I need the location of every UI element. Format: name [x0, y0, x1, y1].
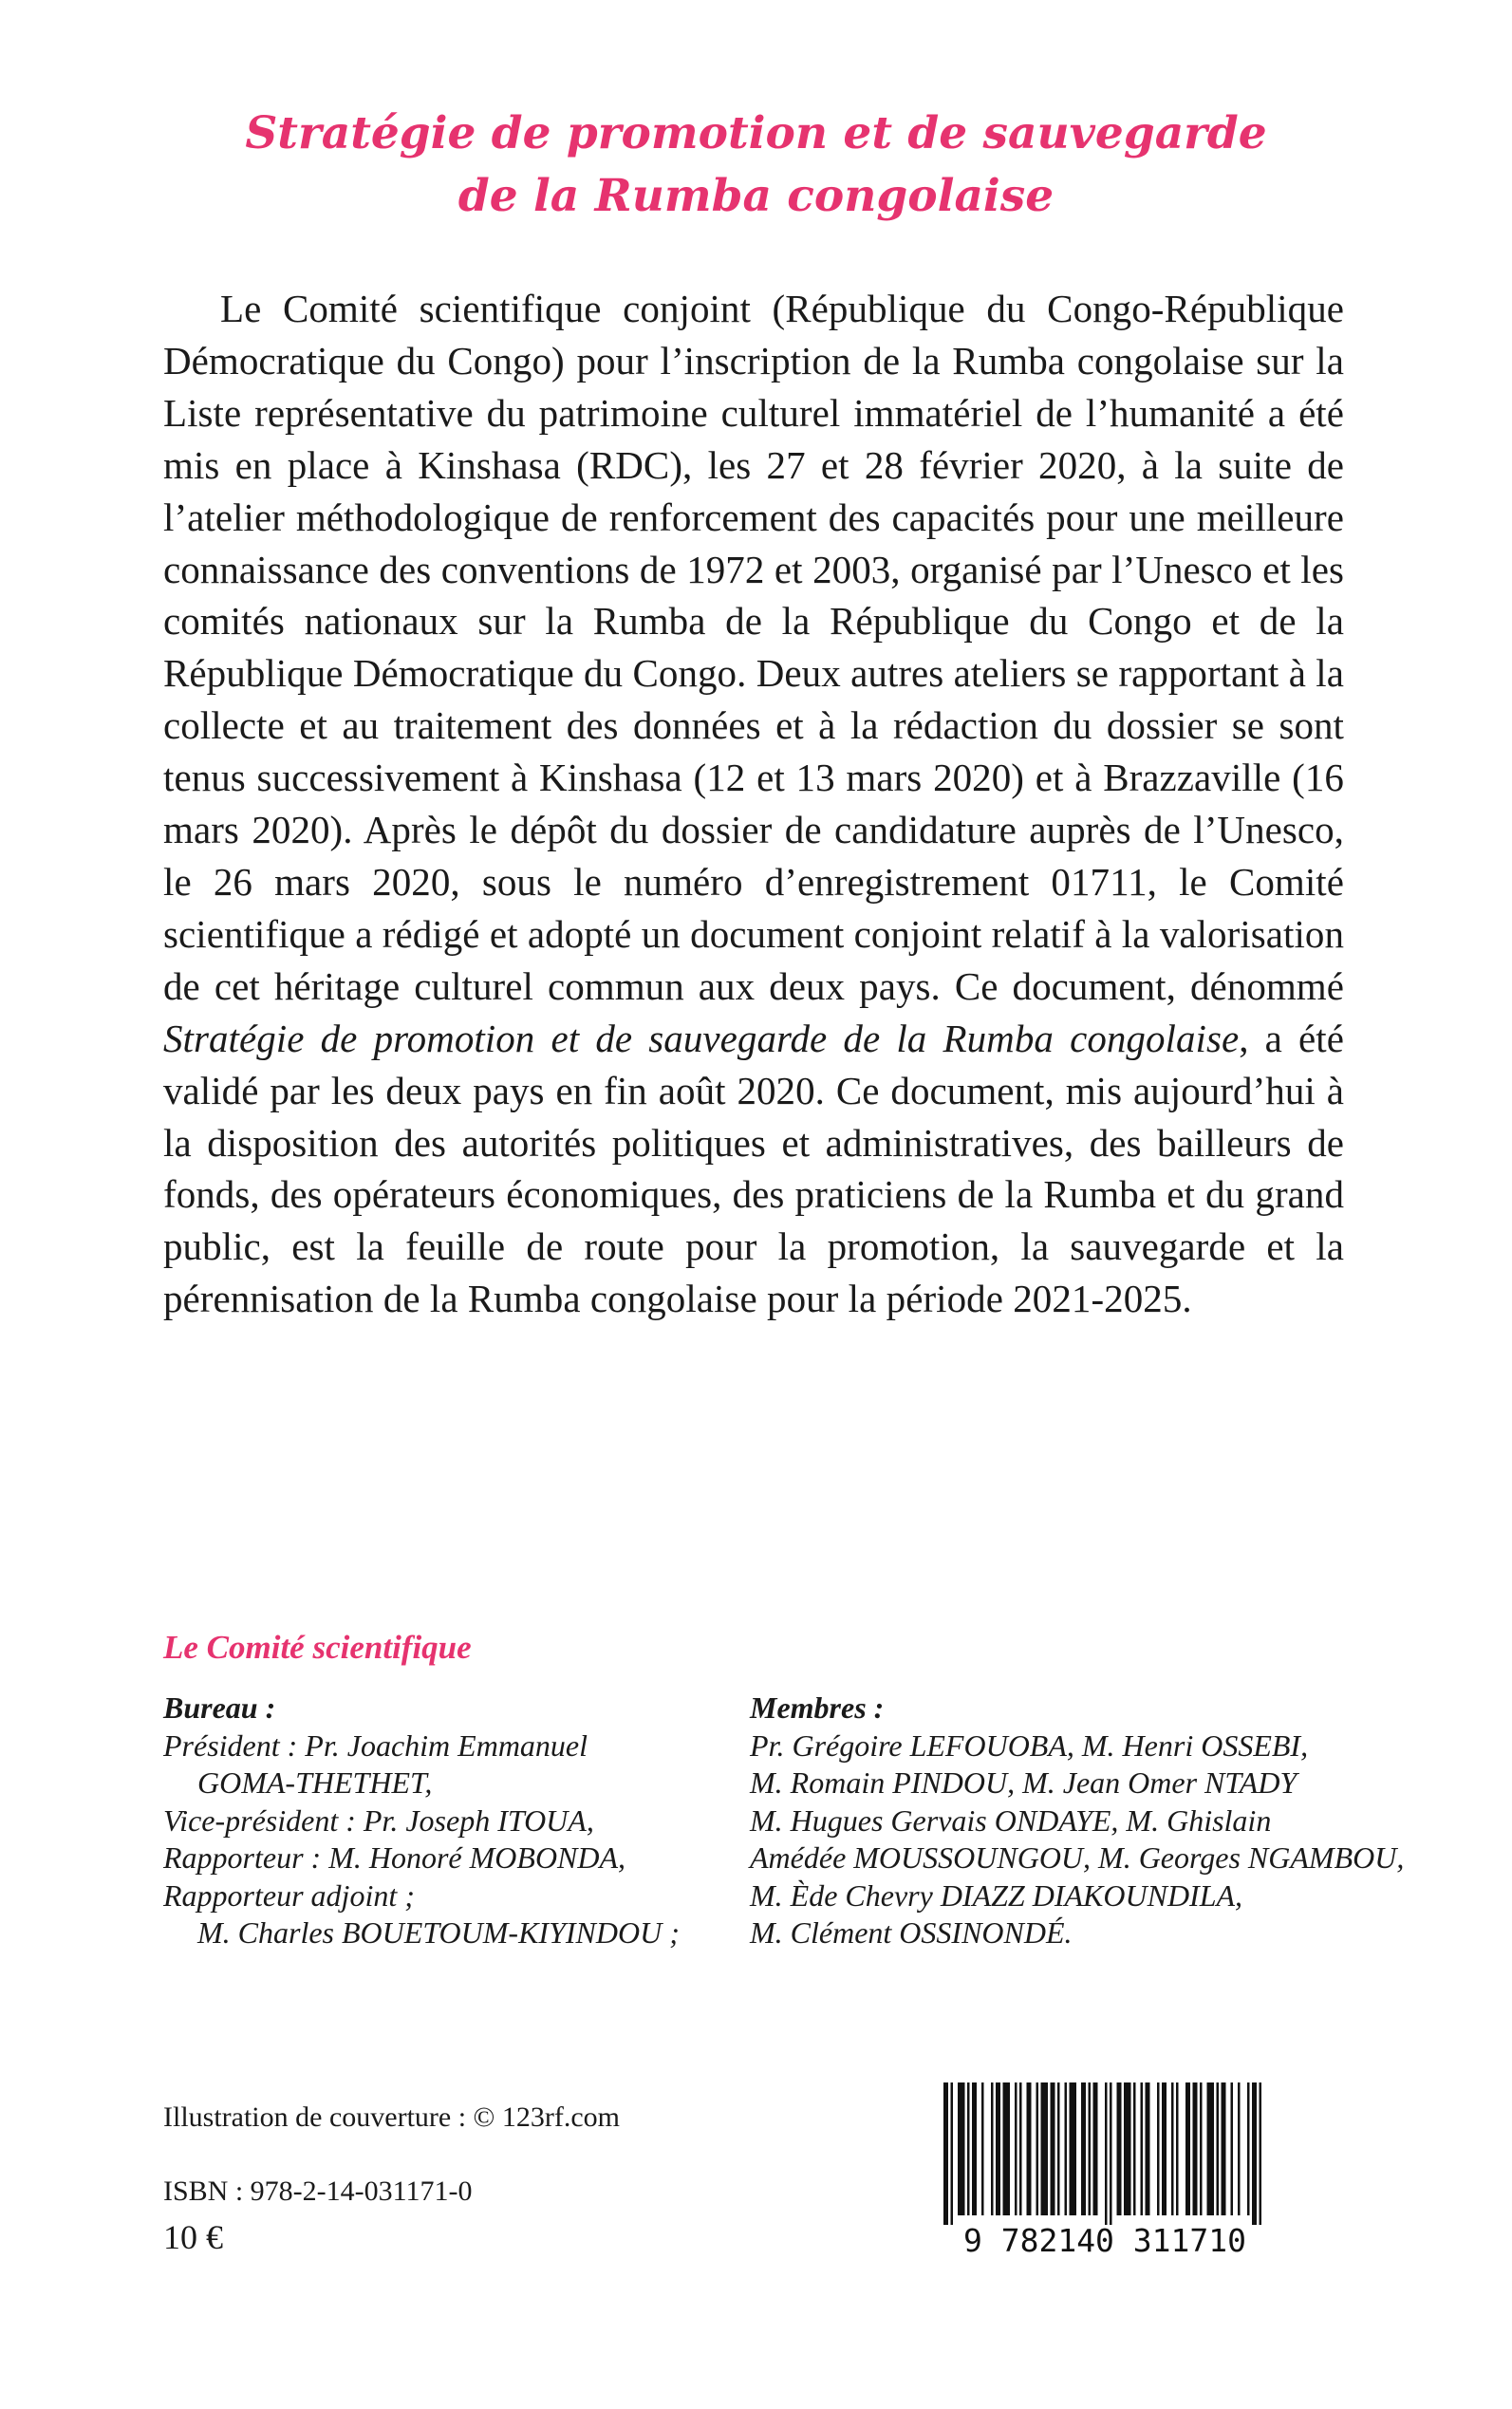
- barcode-bar: [951, 2082, 954, 2225]
- barcode-bar: [1041, 2082, 1049, 2215]
- bureau-title: Bureau :: [163, 1690, 276, 1725]
- barcode-bar: [1105, 2082, 1108, 2225]
- bureau-line: Rapporteur adjoint ;: [163, 1877, 415, 1913]
- barcode-bar: [1003, 2082, 1011, 2215]
- summary-italic-title: Stratégie de promotion et de sauvegarde de la Rumba congolaise: [163, 1016, 1240, 1060]
- barcode-bars: [943, 2082, 1261, 2225]
- barcode-bar: [1081, 2082, 1086, 2215]
- barcode-bar: [1089, 2082, 1092, 2215]
- barcode-bar: [1036, 2082, 1039, 2215]
- summary-part-2: , a été validé par les deux pays en fin août 2020. Ce document, mis aujourd’hui à la disposition des autorités politiques et administratives, des bailleurs de fonds, des opérateurs économiques, des praticiens de la Rumba et du grand public, est la feuille de route pour la promotion, la sauvegarde et la pérennisation de la Rumba congolaise pour la période 2021-2025.: [163, 1016, 1344, 1321]
- barcode-bar: [991, 2082, 994, 2215]
- barcode-bar: [1146, 2082, 1150, 2215]
- barcode-bar: [1124, 2082, 1131, 2215]
- summary-part-1: Le Comité scientifique conjoint (République du Congo-République Démocratique du Congo) pour l’inscription de la Rumba congolaise sur la Liste représentative du patrimoine culturel immatériel de l’humanité a été mis en place à Kinshasa (RDC), les 27 et 28 février 2020, à la suite de l’atelier méthodologique de renforcement des capacités pour une meilleure connaissance des conventions de 1972 et 2003, organisé par l’Unesco et les comités nationaux sur la Rumba de la République du Congo et de la République Démocratique du Congo. Deux autres ateliers se rapportant à la collecte et au traitement des données et à la rédaction du dossier se sont tenus successivement à Kinshasa (12 et 13 mars 2020) et à Brazzaville (16 mars 2020). Après le dépôt du dossier de candidature auprès de l’Unesco, le 26 mars 2020, sous le numéro d’enregistrement 01711, le Comité scientifique a rédigé et adopté un document conjoint relatif à la valorisation de cet héritage culturel commun aux deux pays. Ce document, dénommé: [163, 287, 1344, 1008]
- barcode-bar: [1185, 2082, 1190, 2215]
- barcode-bar: [1051, 2082, 1055, 2215]
- summary-paragraph: [163, 283, 1344, 1325]
- barcode-bar: [1231, 2082, 1234, 2215]
- members-line: M. Hugues Gervais ONDAYE, M. Ghislain: [750, 1802, 1272, 1838]
- bureau-line: Rapporteur : M. Honoré MOBONDA,: [163, 1840, 626, 1875]
- cover-title: [0, 103, 1512, 228]
- bureau-line: GOMA-THETHET,: [197, 1765, 433, 1800]
- barcode-bar: [1176, 2082, 1179, 2215]
- barcode-bar: [1193, 2082, 1198, 2215]
- barcode-bar: [1247, 2082, 1250, 2215]
- members-line: M. Ède Chevry DIAZZ DIAKOUNDILA,: [750, 1877, 1243, 1913]
- barcode-bar: [1019, 2082, 1022, 2215]
- barcode-bar: [943, 2082, 948, 2225]
- members-line: M. Clément OSSINONDÉ.: [750, 1915, 1073, 1950]
- barcode-bar: [1015, 2082, 1017, 2215]
- members-line: Pr. Grégoire LEFOUOBA, M. Henri OSSEBI,: [750, 1727, 1309, 1763]
- barcode-bar: [972, 2082, 977, 2215]
- committee-heading: Le Comité scientifique: [163, 1629, 472, 1666]
- members-line: Amédée MOUSSOUNGOU, M. Georges NGAMBOU,: [750, 1840, 1405, 1875]
- barcode-bar: [1222, 2082, 1226, 2215]
- barcode-bar: [1027, 2082, 1032, 2215]
- barcode-bar: [1070, 2082, 1077, 2215]
- isbn: ISBN : 978-2-14-031171-0: [163, 2176, 473, 2207]
- barcode-bar: [1157, 2082, 1160, 2215]
- barcode-bar: [1065, 2082, 1068, 2215]
- barcode: [940, 2079, 1270, 2259]
- bureau-line: Président : Pr. Joachim Emmanuel: [163, 1727, 588, 1763]
- members-title: Membres :: [750, 1690, 885, 1725]
- barcode-bar: [1093, 2082, 1098, 2215]
- barcode-bar: [1260, 2082, 1262, 2225]
- bureau-line: M. Charles BOUETOUM-KIYINDOU ;: [197, 1915, 680, 1950]
- barcode-bar: [996, 2082, 1000, 2215]
- barcode-bar: [1217, 2082, 1220, 2215]
- barcode-bar: [981, 2082, 984, 2215]
- barcode-bar: [958, 2082, 965, 2215]
- title-line-1: Stratégie de promotion et de sauvegarde: [245, 107, 1267, 159]
- barcode-bar: [1117, 2082, 1122, 2215]
- bureau-column: [163, 1690, 723, 1952]
- barcode-bar: [1141, 2082, 1144, 2215]
- title-line-2: de la Rumba congolaise: [457, 170, 1055, 222]
- barcode-bar: [967, 2082, 970, 2215]
- barcode-bar: [1162, 2082, 1167, 2215]
- barcode-bar: [1057, 2082, 1060, 2215]
- bureau-line: Vice-président : Pr. Joseph ITOUA,: [163, 1802, 594, 1838]
- members-column: [750, 1690, 1405, 1952]
- members-line: M. Romain PINDOU, M. Jean Omer NTADY: [750, 1765, 1297, 1800]
- illustration-credit: Illustration de couverture : © 123rf.com: [163, 2101, 620, 2133]
- price: 10 €: [163, 2218, 223, 2256]
- barcode-bar: [1171, 2082, 1174, 2215]
- barcode-number: 9 782140 311710: [962, 2222, 1247, 2259]
- barcode-bar: [1207, 2082, 1215, 2215]
- barcode-bar: [1252, 2082, 1257, 2225]
- barcode-bar: [1238, 2082, 1241, 2215]
- barcode-bar: [1133, 2082, 1136, 2215]
- barcode-bar: [1200, 2082, 1203, 2215]
- barcode-bar: [1110, 2082, 1112, 2225]
